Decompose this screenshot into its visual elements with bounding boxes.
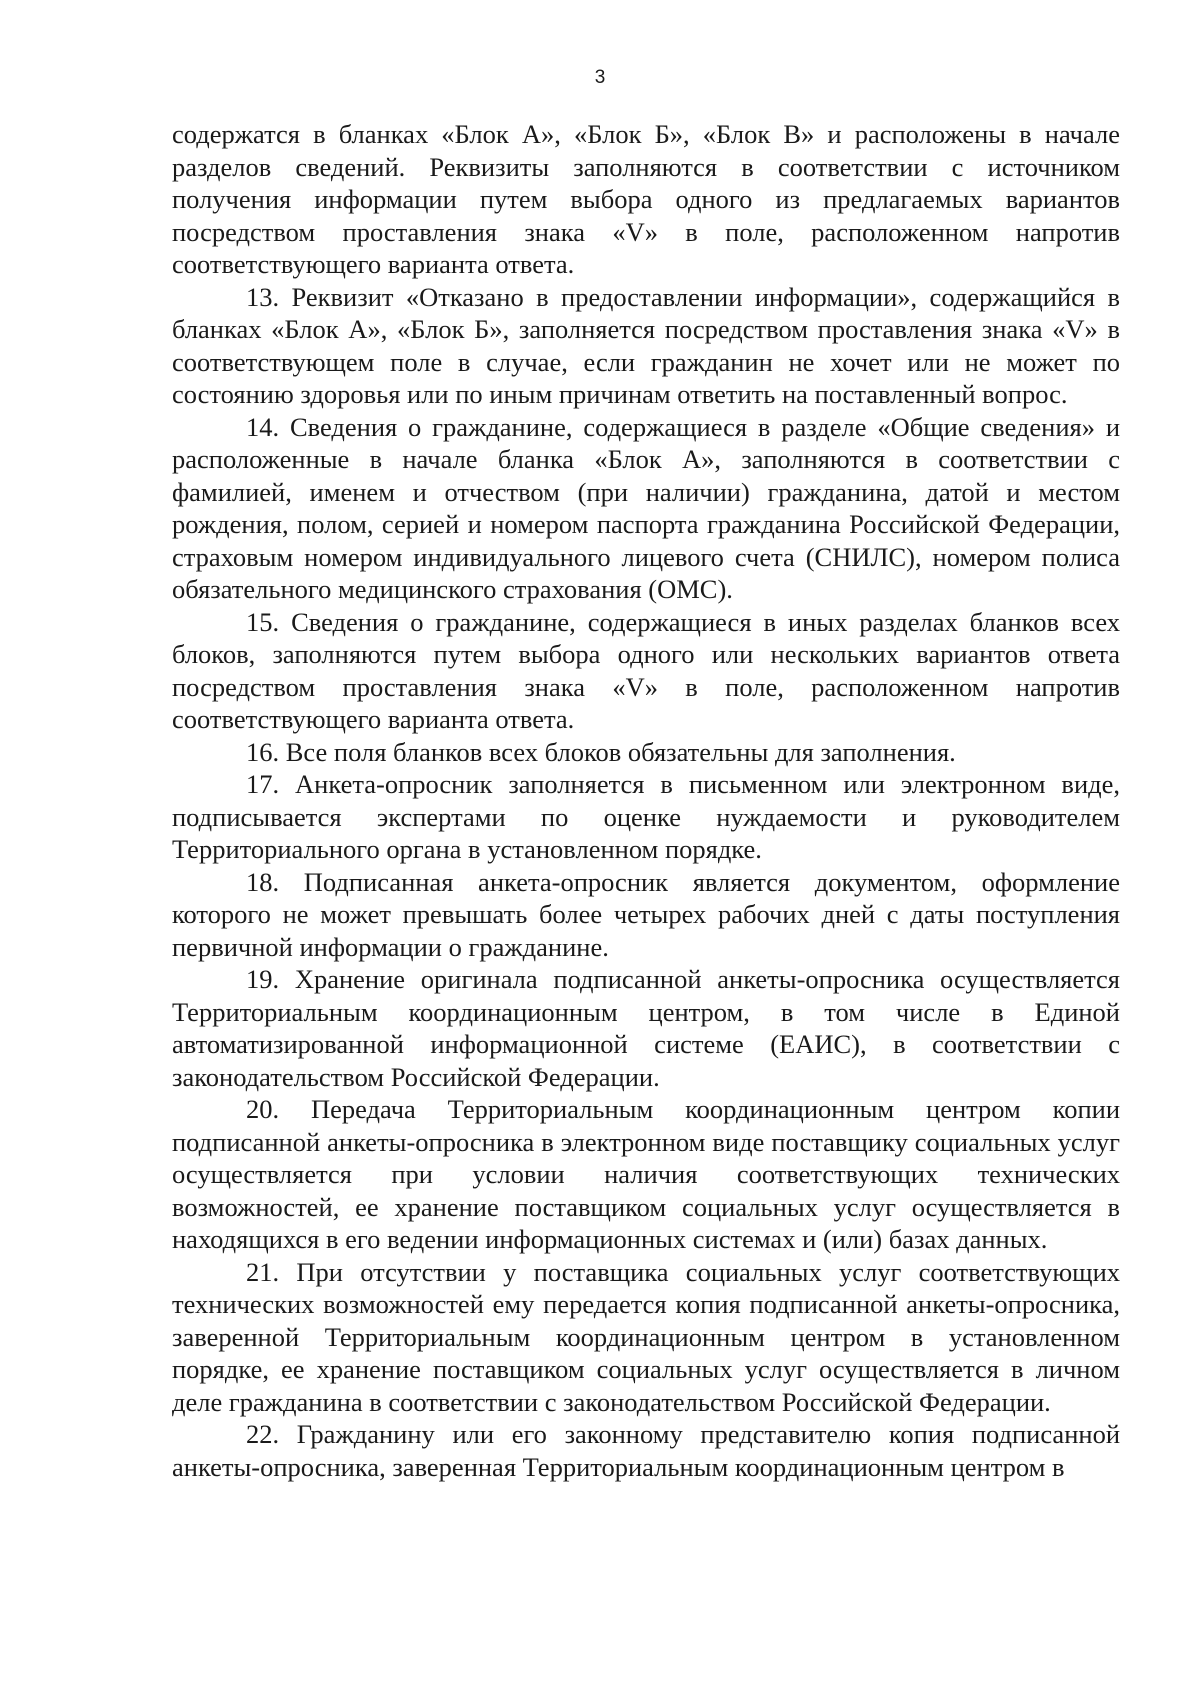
page-number: 3 bbox=[594, 67, 606, 88]
paragraph-20: 20. Передача Территориальным координационным центром копии подписанной анкеты-опросника в электронном виде поставщику социальных услуг осуществляется при условии наличия соответствующих технических возможностей, ее хранение поставщиком социальных услуг осуществляется в находящихся в его ведении информационных системах и (или) базах данных. bbox=[172, 1094, 1120, 1254]
paragraph-15: 15. Сведения о гражданине, содержащиеся в иных разделах бланков всех блоков, заполняются путем выбора одного или нескольких вариантов ответа посредством проставления знака «V» в поле, расположенном напротив соответствующего варианта ответа. bbox=[172, 606, 1120, 734]
paragraph-continuation: содержатся в бланках «Блок А», «Блок Б», «Блок В» и расположены в начале разделов сведений. Реквизиты заполняются в соответствии с источником получения информации путем выбора одного из предлагаемых вариантов посредством проставления знака «V» в поле, расположенном напротив соответствующего варианта ответа. bbox=[172, 119, 1120, 279]
paragraph-21: 21. При отсутствии у поставщика социальных услуг соответствующих технических возможностей ему передается копия подписанной анкеты-опросника, заверенной Территориальным координационным центром в установленном порядке, ее хранение поставщиком социальных услуг осуществляется в личном деле гражданина в соответствии с законодательством Российской Федерации. bbox=[172, 1256, 1120, 1417]
paragraph-16: 16. Все поля бланков всех блоков обязательны для заполнения. bbox=[246, 736, 956, 767]
paragraph-17: 17. Анкета-опросник заполняется в письменном или электронном виде, подписывается экспертами по оценке нуждаемости и руководителем Территориального органа в установленном порядке. bbox=[172, 769, 1120, 864]
paragraph-18: 18. Подписанная анкета-опросник является документом, оформление которого не может превышать более четырех рабочих дней с даты поступления первичной информации о гражданине. bbox=[172, 866, 1120, 962]
paragraph-13: 13. Реквизит «Отказано в предоставлении информации», содержащийся в бланках «Блок А», «Блок Б», заполняется посредством проставления знака «V» в соответствующем поле в случае, если гражданин не хочет или не может по состоянию здоровья или по иным причинам ответить на поставленный вопрос. bbox=[172, 281, 1120, 409]
paragraph-22: 22. Гражданину или его законному представителю копия подписанной анкеты-опросника, заверенная Территориальным координационным центром в bbox=[172, 1419, 1120, 1482]
document-body bbox=[172, 118, 1120, 1483]
paragraph-19: 19. Хранение оригинала подписанной анкеты-опросника осуществляется Территориальным координационным центром, в том числе в Единой автоматизированной информационной системе (ЕАИС), в соответствии с законодательством Российской Федерации. bbox=[172, 964, 1120, 1092]
paragraph-14: 14. Сведения о гражданине, содержащиеся в разделе «Общие сведения» и расположенные в начале бланка «Блок А», заполняются в соответствии с фамилией, именем и отчеством (при наличии) гражданина, датой и местом рождения, полом, серией и номером паспорта гражданина Российской Федерации, страховым номером индивидуального лицевого счета (СНИЛС), номером полиса обязательного медицинского страхования (ОМС). bbox=[172, 411, 1120, 604]
